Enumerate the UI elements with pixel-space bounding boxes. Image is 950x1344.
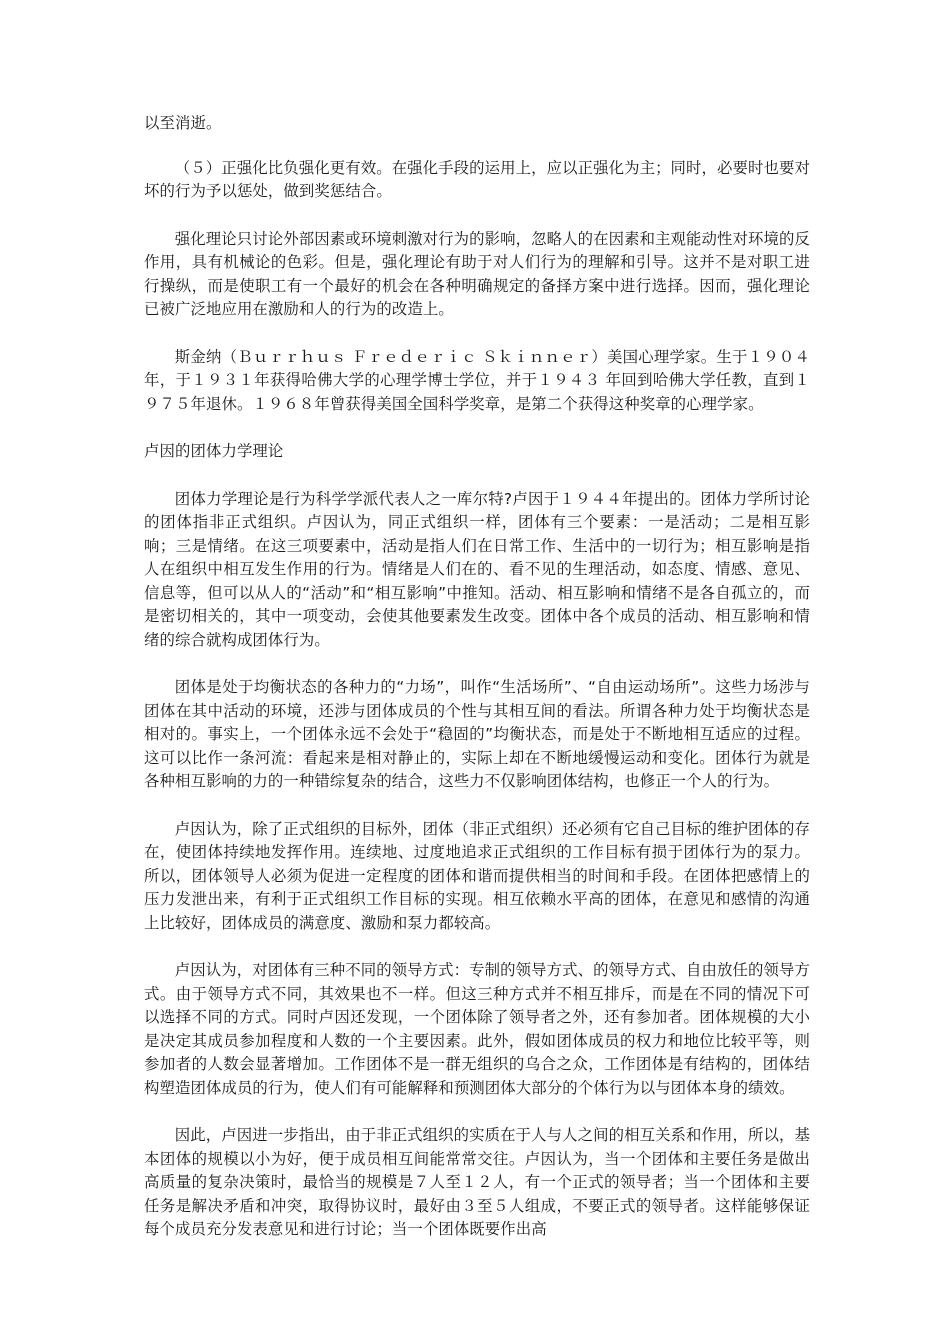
paragraph-reinforcement-critique: 强化理论只讨论外部因素或环境刺激对行为的影响，忽略人的在因素和主观能动性对环境的反作用，具有机械论的色彩。但是，强化理论有助于对人们行为的理解和引导。这并不是对职工进行操纵，而是使职工有一个最好的机会在各种明确规定的备择方案中进行选择。因而，强化理论已被广泛地应用在激励和人的行为的改造上。 [144, 229, 810, 318]
paragraph-force-field: 团体是处于均衡状态的各种力的“力场”，叫作“生活场所”、“自由运动场所”。这些力场涉与团体在其中活动的环境，还涉与团体成员的个性与其相互间的看法。所谓各种力处于均衡状态是相对的。事实上，一个团体永远不会处于“稳固的”均衡状态，而是处于不断地相互适应的过程。这可以比作一条河流：看起来是相对静止的，实际上却在不断地缓慢运动和变化。团体行为就是各种相互影响的力的一种错综复杂的结合，这些力不仅影响团体结构，也修正一个人的行为。 [144, 678, 810, 790]
paragraph-leadership-styles: 卢因认为，对团体有三种不同的领导方式：专制的领导方式、的领导方式、自由放任的领导方式。由于领导方式不同，其效果也不一样。但这三种方式并不相互排斥，而是在不同的情况下可以选择不同的方式。同时卢因还发现，一个团体除了领导者之外，还有参加者。团体规模的大小是决定其成员参加程度和人数的一个主要因素。此外，假如团体成员的权力和地位比较平等，则参加者的人数会显著增加。工作团体不是一群无组织的乌合之众，工作团体是有结构的，团体结构塑造团体成员的行为，使人们有可能解释和预测团体大部分的个体行为以与团体本身的绩效。 [144, 961, 810, 1097]
paragraph-point-5: （５）正强化比负强化更有效。在强化手段的运用上，应以正强化为主；同时，必要时也要对坏的行为予以惩处，做到奖惩结合。 [144, 158, 810, 200]
document-page [144, 112, 810, 1266]
section-heading: 卢因的团体力学理论 [144, 442, 284, 460]
paragraph-group-size: 因此，卢因进一步指出，由于非正式组织的实质在于人与人之间的相互关系和作用，所以，基本团体的规模以小为好，便于成员相互间能常常交往。卢因认为，当一个团体和主要任务是做出高质量的复杂决策时，最恰当的规模是７人至１２人，有一个正式的领导者；当一个团体和主要任务是解决矛盾和冲突，取得协议时，最好由３至５人组成，不要正式的领导者。这样能够保证每个成员充分发表意见和进行讨论；当一个团体既要作出高 [144, 1126, 810, 1238]
paragraph-group-goals: 卢因认为，除了正式组织的目标外，团体（非正式组织）还必须有它自己目标的维护团体的存在，使团体持续地发挥作用。连续地、过度地追求正式组织的工作目标有损于团体行为的泵力。所以，团体领导人必须为促进一定程度的团体和谐而提供相当的时间和手段。在团体把感情上的压力发泄出来，有利于正式组织工作目标的实现。相互依赖水平高的团体，在意见和感情的沟通上比较好，团体成员的满意度、激励和泵力都较高。 [144, 819, 810, 932]
paragraph-group-dynamics-intro: 团体力学理论是行为科学学派代表人之一库尔特?卢因于１９４４年提出的。团体力学所讨论的团体指非正式组织。卢因认为，同正式组织一样，团体有三个要素：一是活动；二是相互影响；三是情绪。在这三项要素中，活动是指人们在日常工作、生活中的一切行为；相互影响是指人在组织中相互发生作用的行为。情绪是人们在的、看不见的生理活动，如态度、情感、意见、信息等，但可以从人的“活动”和“相互影响”中推知。活动、相互影响和情绪不是各自孤立的，而是密切相关的，其中一项变动，会使其他要素发生改变。团体中各个成员的活动、相互影响和情绪的综合就构成团体行为。 [144, 489, 810, 649]
paragraph-skinner-bio: 斯金纳（Ｂｕｒｒｈｕｓ Ｆｒｅｄｅｒｉｃ Ｓｋｉｎｎｅｒ）美国心理学家。生于１９０４年，于１９３１年获得哈佛大学的心理学博士学位，并于１９４３ 年回到哈佛大学任教，直到１９７５年退休。１９６８年曾获得美国全国科学奖章，是第二个获得这种奖章的心理学家。 [144, 347, 810, 413]
paragraph-continuation: 以至消逝。 [144, 114, 222, 132]
